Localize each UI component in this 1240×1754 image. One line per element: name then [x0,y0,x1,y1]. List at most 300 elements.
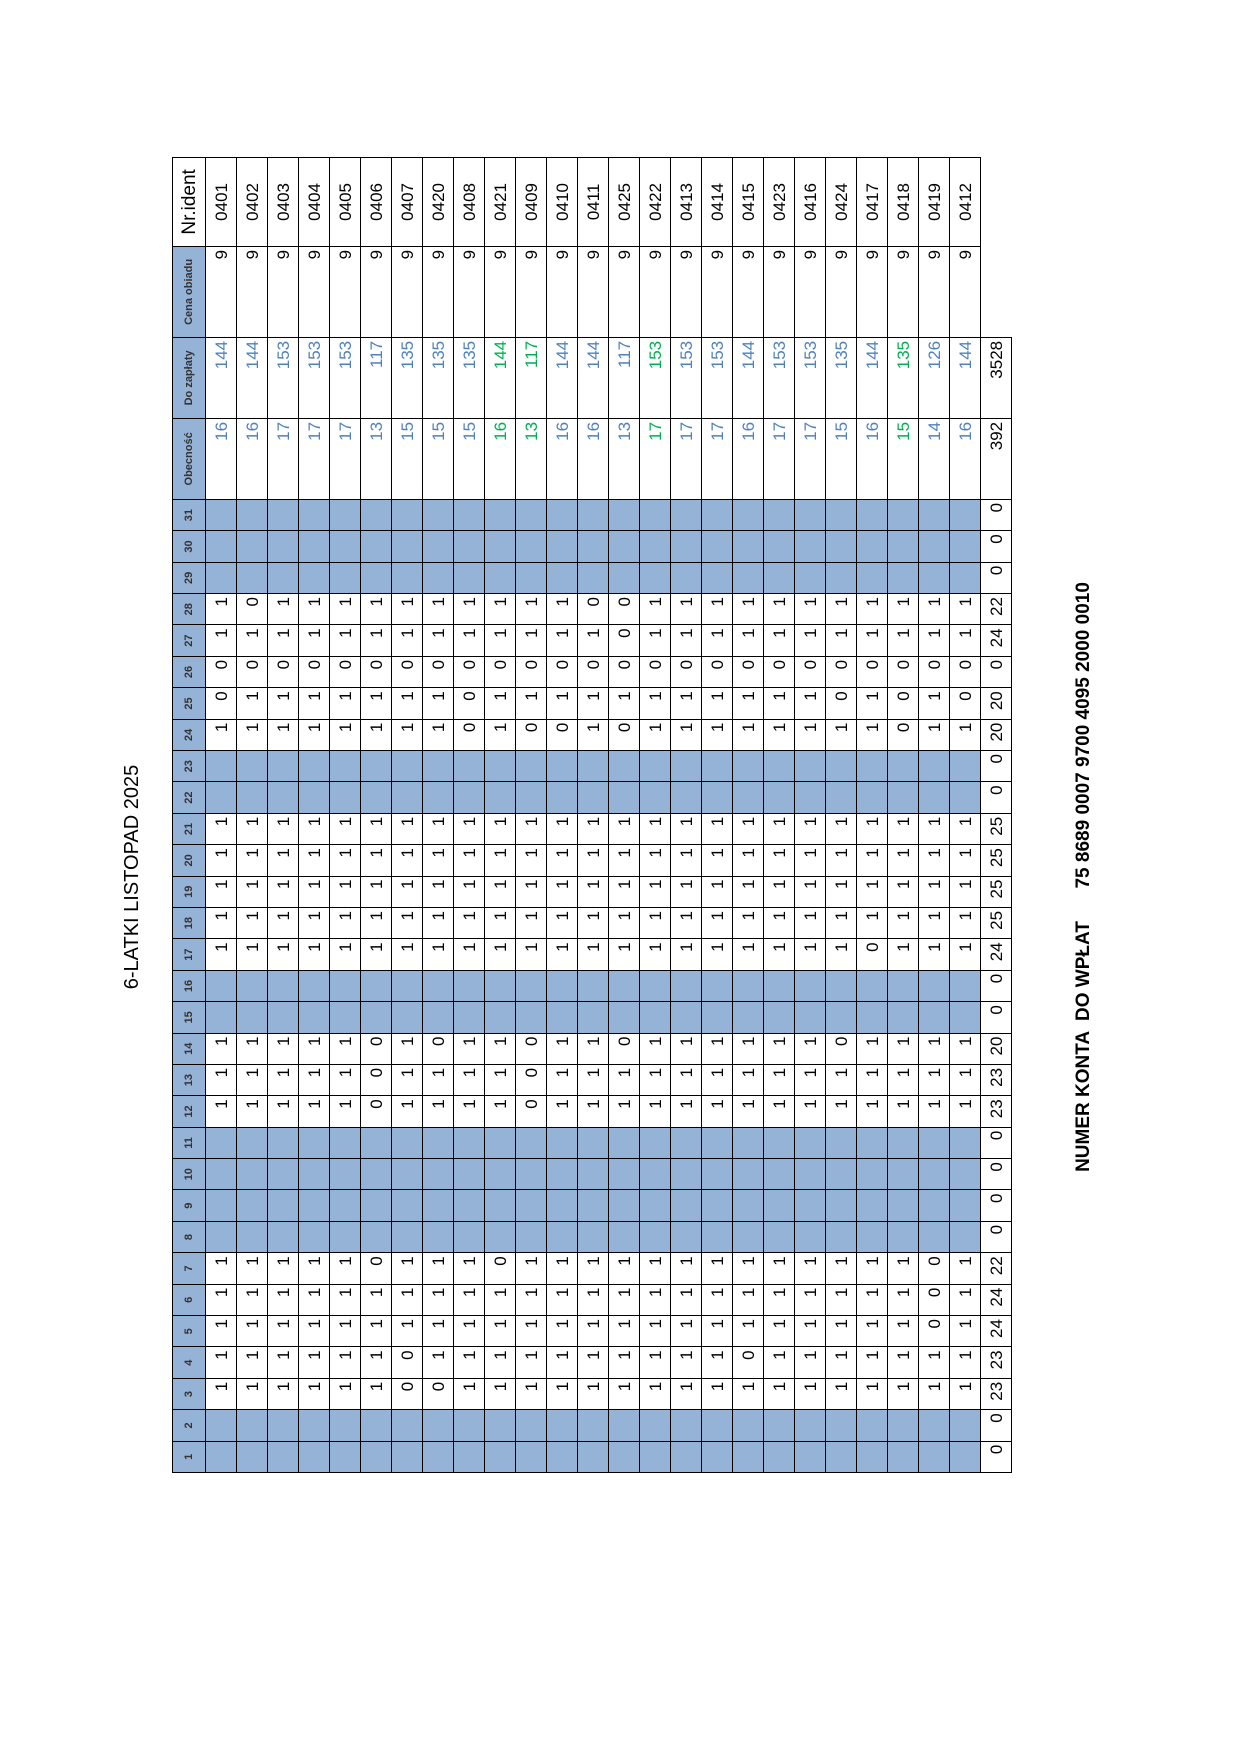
day-cell: 1 [454,876,485,907]
day-cell [888,1002,919,1033]
day-cell: 1 [547,907,578,938]
day-cell: 1 [578,907,609,938]
day-cell: 1 [330,845,361,876]
day-cell [392,751,423,782]
ident-cell: 0424 [826,157,857,246]
day-cell [454,970,485,1001]
day-cell: 1 [299,688,330,719]
day-cell: 1 [330,1064,361,1095]
day-cell [640,531,671,562]
day-cell [857,1127,888,1158]
day-cell: 1 [423,1316,454,1347]
day-cell: 0 [516,1096,547,1127]
day-cell [361,1159,392,1190]
day-cell [640,1410,671,1441]
day-cell [516,531,547,562]
day-cell [299,1190,330,1221]
day-cell [485,1410,516,1441]
day-total-cell: 0 [981,1221,1012,1252]
meal-price-cell: 9 [578,246,609,337]
day-cell: 1 [268,594,299,625]
day-cell: 1 [795,845,826,876]
day-cell: 1 [702,907,733,938]
ident-cell: 0401 [206,157,237,246]
to-pay-cell: 144 [578,337,609,418]
day-cell: 1 [423,1284,454,1315]
day-cell [826,1441,857,1472]
day-cell: 1 [361,813,392,844]
day-cell [206,1221,237,1252]
meal-price-cell: 9 [361,246,392,337]
meal-price-cell: 9 [237,246,268,337]
day-total-cell: 0 [981,1159,1012,1190]
to-pay-cell: 153 [640,337,671,418]
header-row [173,157,206,1472]
day-cell: 1 [547,625,578,656]
day-cell: 1 [671,1033,702,1064]
day-cell [609,531,640,562]
ident-cell: 0421 [485,157,516,246]
day-cell: 1 [361,876,392,907]
day-cell: 1 [392,1284,423,1315]
day-total-cell: 0 [981,1127,1012,1158]
day-cell [795,782,826,813]
day-cell: 1 [485,1064,516,1095]
day-cell [857,751,888,782]
day-cell: 1 [919,688,950,719]
day-cell [764,1441,795,1472]
day-cell: 0 [485,1253,516,1284]
day-cell: 1 [702,1284,733,1315]
attendance-cell: 17 [640,418,671,499]
day-cell: 1 [330,1316,361,1347]
day-cell [516,782,547,813]
day-cell [237,1190,268,1221]
day-cell [857,970,888,1001]
day-cell [206,970,237,1001]
day-cell [330,970,361,1001]
day-total-cell: 24 [981,1316,1012,1347]
totals-row [981,157,1012,1472]
day-cell: 1 [516,1316,547,1347]
day-cell: 0 [547,656,578,687]
day-cell: 1 [361,1316,392,1347]
day-cell: 1 [671,939,702,970]
day-cell: 0 [888,719,919,750]
day-cell [423,499,454,530]
day-cell [423,782,454,813]
day-cell: 1 [609,688,640,719]
day-cell [764,499,795,530]
day-cell: 1 [950,1316,981,1347]
day-cell [764,751,795,782]
day-total-cell: 25 [981,907,1012,938]
day-cell: 1 [609,939,640,970]
day-cell: 1 [702,1378,733,1409]
table-row [826,157,857,1472]
day-cell [671,970,702,1001]
day-cell [826,970,857,1001]
day-cell: 0 [454,656,485,687]
day-cell: 0 [764,656,795,687]
day-cell: 0 [857,656,888,687]
day-cell [888,1159,919,1190]
day-cell [485,1159,516,1190]
day-cell: 1 [268,939,299,970]
day-total-cell: 20 [981,719,1012,750]
day-total-cell: 20 [981,688,1012,719]
day-cell [454,531,485,562]
day-cell: 1 [330,1033,361,1064]
day-cell [547,1002,578,1033]
attendance-cell: 16 [857,418,888,499]
day-cell [702,1190,733,1221]
day-cell [423,1410,454,1441]
day-cell [888,782,919,813]
day-cell: 1 [640,719,671,750]
meal-price-cell: 9 [950,246,981,337]
day-cell [516,562,547,593]
day-cell: 1 [299,939,330,970]
day-cell [547,499,578,530]
day-cell [919,782,950,813]
day-cell [423,531,454,562]
day-cell [485,1441,516,1472]
day-cell [454,1221,485,1252]
day-cell: 1 [454,1096,485,1127]
day-cell: 1 [578,1284,609,1315]
day-cell: 1 [516,813,547,844]
day-cell [268,562,299,593]
ident-cell: 0411 [578,157,609,246]
day-cell [206,1002,237,1033]
day-cell: 1 [826,1064,857,1095]
to-pay-cell: 117 [361,337,392,418]
day-cell: 1 [330,1284,361,1315]
day-cell: 1 [516,1253,547,1284]
day-cell: 1 [795,907,826,938]
day-cell: 1 [950,1378,981,1409]
day-cell [857,499,888,530]
day-cell [237,751,268,782]
day-cell [330,1190,361,1221]
day-cell: 1 [237,845,268,876]
day-cell [733,1127,764,1158]
day-cell: 1 [826,939,857,970]
day-cell [485,782,516,813]
day-cell: 1 [268,1096,299,1127]
day-cell: 1 [578,1064,609,1095]
day-cell: 0 [361,1064,392,1095]
day-cell: 0 [516,719,547,750]
day-cell [671,531,702,562]
day-cell: 1 [547,939,578,970]
day-cell [640,1221,671,1252]
meal-price-cell: 9 [888,246,919,337]
day-cell [237,1410,268,1441]
day-cell [950,1127,981,1158]
day-cell: 1 [299,1253,330,1284]
day-cell: 1 [733,1064,764,1095]
day-cell [206,1441,237,1472]
day-cell: 1 [888,907,919,938]
day-cell: 1 [671,907,702,938]
table-row [609,157,640,1472]
table-row [516,157,547,1472]
day-cell [795,1002,826,1033]
day-cell [826,1190,857,1221]
day-cell: 0 [454,688,485,719]
day-cell [392,1127,423,1158]
day-cell: 1 [764,1253,795,1284]
attendance-cell: 17 [671,418,702,499]
day-cell [268,782,299,813]
day-cell: 1 [330,594,361,625]
day-cell: 1 [764,625,795,656]
day-cell [485,1221,516,1252]
to-pay-cell: 144 [733,337,764,418]
attendance-cell: 17 [702,418,733,499]
day-total-cell: 0 [981,970,1012,1001]
day-cell: 1 [888,1316,919,1347]
day-cell [702,1159,733,1190]
day-cell: 1 [299,1284,330,1315]
day-cell: 1 [826,1378,857,1409]
day-cell [547,531,578,562]
day-cell [547,562,578,593]
day-cell: 1 [857,1347,888,1378]
meal-price-cell: 9 [733,246,764,337]
attendance-cell: 13 [516,418,547,499]
day-cell: 1 [826,719,857,750]
day-cell [268,751,299,782]
day-cell [485,1127,516,1158]
day-cell [640,970,671,1001]
ident-cell: 0425 [609,157,640,246]
day-cell: 1 [392,1316,423,1347]
day-cell: 1 [392,1033,423,1064]
day-cell: 1 [516,688,547,719]
day-cell: 1 [733,594,764,625]
day-cell: 1 [423,625,454,656]
day-cell [392,782,423,813]
day-cell [547,970,578,1001]
day-cell: 1 [919,594,950,625]
day-header: 13 [173,1064,206,1095]
day-cell [795,1441,826,1472]
day-cell [702,1002,733,1033]
day-cell: 1 [206,1253,237,1284]
day-cell: 1 [237,688,268,719]
table-row [640,157,671,1472]
day-cell [361,1127,392,1158]
day-cell: 1 [733,907,764,938]
day-total-cell: 23 [981,1096,1012,1127]
day-cell [826,531,857,562]
day-cell [330,499,361,530]
day-cell: 1 [516,1378,547,1409]
ident-header: Nr.ident [173,157,206,246]
day-cell: 1 [609,1378,640,1409]
day-cell: 1 [361,688,392,719]
day-cell: 1 [795,719,826,750]
table-row [547,157,578,1472]
attendance-cell: 17 [795,418,826,499]
day-header: 10 [173,1159,206,1190]
day-cell: 1 [764,1064,795,1095]
day-cell: 1 [237,1253,268,1284]
day-cell: 1 [237,1064,268,1095]
day-cell: 1 [764,1378,795,1409]
day-cell: 0 [795,656,826,687]
day-cell: 1 [361,1347,392,1378]
ident-cell: 0417 [857,157,888,246]
day-cell: 1 [237,1033,268,1064]
day-cell: 1 [640,939,671,970]
attendance-cell: 13 [609,418,640,499]
day-total-cell: 0 [981,751,1012,782]
ident-cell: 0402 [237,157,268,246]
attendance-cell: 15 [888,418,919,499]
day-header: 22 [173,782,206,813]
attendance-table [172,157,1012,1473]
day-cell: 1 [919,1096,950,1127]
attendance-cell: 15 [392,418,423,499]
day-cell: 1 [609,1316,640,1347]
day-cell [268,1190,299,1221]
day-cell [671,782,702,813]
day-header: 17 [173,939,206,970]
to-pay-cell: 144 [485,337,516,418]
day-cell: 1 [609,876,640,907]
day-cell [764,782,795,813]
ident-cell: 0418 [888,157,919,246]
day-cell [733,1410,764,1441]
day-cell [795,751,826,782]
day-cell [268,1002,299,1033]
day-cell: 1 [454,594,485,625]
day-cell: 1 [392,813,423,844]
day-cell: 1 [888,625,919,656]
day-cell: 0 [919,656,950,687]
day-cell: 1 [795,813,826,844]
day-cell: 0 [609,1033,640,1064]
day-cell: 1 [330,1378,361,1409]
ident-cell: 0415 [733,157,764,246]
day-cell: 1 [578,1253,609,1284]
day-cell: 1 [795,1347,826,1378]
day-cell [733,970,764,1001]
day-cell [237,1127,268,1158]
day-cell: 1 [640,876,671,907]
day-cell: 1 [237,939,268,970]
day-cell: 1 [640,1064,671,1095]
day-cell [268,1221,299,1252]
day-cell: 1 [671,719,702,750]
day-cell: 1 [578,876,609,907]
meal-price-cell: 9 [640,246,671,337]
day-cell [702,1127,733,1158]
day-cell: 0 [423,656,454,687]
day-cell: 1 [795,1284,826,1315]
day-cell [578,531,609,562]
day-cell: 1 [268,1316,299,1347]
day-cell [764,1002,795,1033]
day-cell: 1 [826,876,857,907]
to-pay-cell: 153 [764,337,795,418]
day-cell [206,782,237,813]
day-cell [330,1159,361,1190]
day-cell: 1 [733,625,764,656]
day-cell [578,1159,609,1190]
day-cell: 1 [454,845,485,876]
day-cell: 0 [206,688,237,719]
day-cell: 1 [795,1316,826,1347]
day-cell: 1 [857,1284,888,1315]
day-cell: 1 [702,939,733,970]
day-cell [795,531,826,562]
day-cell [950,1159,981,1190]
day-cell [578,1221,609,1252]
day-cell: 0 [392,656,423,687]
day-cell: 1 [547,1284,578,1315]
day-cell: 1 [206,876,237,907]
day-header: 7 [173,1253,206,1284]
day-cell [392,531,423,562]
day-cell: 1 [485,594,516,625]
day-cell: 0 [206,656,237,687]
day-cell [330,1441,361,1472]
day-cell [826,1002,857,1033]
day-cell [888,531,919,562]
day-cell [361,499,392,530]
day-cell: 1 [919,625,950,656]
to-pay-cell: 144 [237,337,268,418]
day-cell: 1 [454,907,485,938]
day-cell: 1 [919,1033,950,1064]
day-cell: 1 [361,845,392,876]
day-cell: 1 [423,688,454,719]
day-cell: 1 [237,625,268,656]
day-cell: 1 [671,845,702,876]
day-cell: 1 [206,1064,237,1095]
day-cell [764,1221,795,1252]
day-cell: 1 [919,939,950,970]
day-cell: 1 [733,688,764,719]
day-cell [950,531,981,562]
table-row [733,157,764,1472]
day-cell [919,1190,950,1221]
day-cell [733,1190,764,1221]
day-total-cell: 24 [981,625,1012,656]
day-total-cell: 0 [981,1190,1012,1221]
day-cell [516,1127,547,1158]
day-cell: 0 [733,1347,764,1378]
day-cell: 1 [237,876,268,907]
day-cell: 1 [485,939,516,970]
day-cell [702,1441,733,1472]
day-cell: 1 [299,845,330,876]
day-cell: 1 [950,1096,981,1127]
day-header: 28 [173,594,206,625]
day-cell: 1 [268,688,299,719]
day-cell: 1 [299,594,330,625]
day-cell: 0 [888,688,919,719]
day-cell: 1 [671,1253,702,1284]
meal-price-cell: 9 [516,246,547,337]
day-cell: 1 [702,813,733,844]
meal-price-cell: 9 [330,246,361,337]
